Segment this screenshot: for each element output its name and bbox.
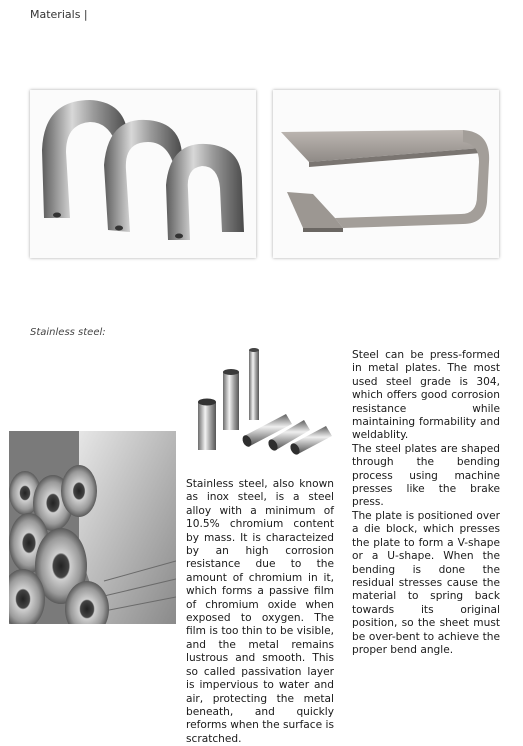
bent-steel-plate-image: [273, 90, 499, 258]
text-column-right: [352, 349, 500, 657]
bent-steel-bars-image: [30, 90, 256, 258]
section-title: Stainless steel:: [30, 327, 106, 338]
paragraph-bending-process: The steel plates are shaped through the bending process using machine presses like the brake press.: [352, 442, 500, 509]
steel-pipes-image: [186, 340, 336, 460]
paragraph-press-forming: Steel can be press-formed in metal plates. The most used steel grade is 304, which offers good corrosion resistance while maintaining formability and weldablity.: [352, 349, 500, 442]
steel-coils-image: [9, 431, 176, 624]
page-header: Materials |: [30, 8, 88, 21]
text-column-left: [186, 478, 334, 746]
paragraph-stainless-intro: Stainless steel, also known as inox steel, is a steel alloy with a minimum of 10.5% chromium content by mass. It is characteized by an high corrosion resistance due to the amount of chromium in it, which forms a passive film of chromium oxide when exposed to oxygen. The film is too thin to be visible, and the metal remains lustrous and smooth. This so called passivation layer is impervious to water and air, protecting the metal beneath, and quickly reforms when the surface is scratched.: [186, 478, 334, 745]
paragraph-die-block: The plate is positioned over a die block, which presses the plate to form a V-shape or a U-shape. When the bending is done the residual stresses cause the material to spring back towards its original position, so the sheet must be over-bent to achieve the proper bend angle.: [352, 509, 500, 656]
